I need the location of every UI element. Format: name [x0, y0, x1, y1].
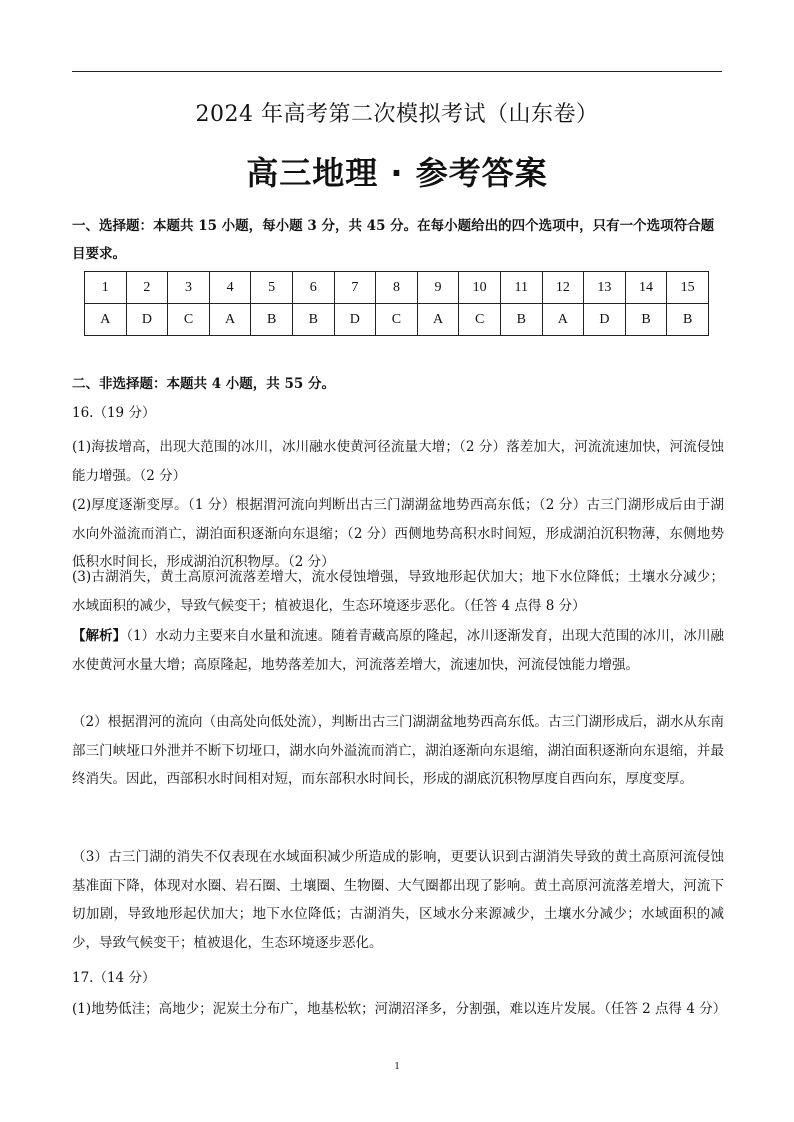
analysis-paragraph-1: [72, 622, 724, 679]
analysis-paragraph-2: （2）根据渭河的流向（由高处向低处流），判断出古三门湖湖盆地势西高东低。古三门湖形成后，湖水从东南部三门峡垭口外泄并不断下切垭口，湖水向外溢流而消亡，湖泊逐渐向东退缩，湖泊面积逐渐向东退缩，并最终消失。因此，西部积水时间相对短，而东部积水时间长，形成的湖底沉积物厚度自西向东，厚度变厚。: [72, 714, 724, 788]
section2-heading: 二、非选择题：本题共 4 小题，共 55 分。: [72, 376, 335, 392]
question-number: 8: [376, 272, 418, 304]
answer-cell: A: [85, 304, 127, 336]
answer-cell: D: [584, 304, 626, 336]
analysis-paragraph-3: （3）古三门湖的消失不仅表现在水域面积减少所造成的影响，更要认识到古湖消失导致的黄土高原河流侵蚀基准面下降，体现对水圈、岩石圈、土壤圈、生物圈、大气圈都出现了影响。黄土高原河流落差增大，河流下切加剧，导致地形起伏加大；地下水位降低；古湖消失，区域水分来源减少，土壤水分减少；水域面积的减少，导致气候变干；植被退化，生态环境逐步恶化。: [72, 849, 724, 951]
question-number: 15: [667, 272, 709, 304]
question-number: 9: [417, 272, 459, 304]
page-number: 1: [394, 1060, 400, 1072]
exam-title: 2024 年高考第二次模拟考试（山东卷）: [195, 102, 599, 127]
question-number: 2: [126, 272, 168, 304]
question-number: 12: [542, 272, 584, 304]
q16-answer-3: (3)古湖消失，黄土高原河流落差增大，流水侵蚀增强，导致地形起伏加大；地下水位降低；土壤水分减少；水域面积的减少，导致气候变干；植被退化，生态环境逐步恶化。（任答 4 点得 8 分）: [72, 569, 724, 614]
question-16-label: 16.（19 分）: [72, 405, 156, 421]
section1-heading: [72, 212, 728, 268]
section1-heading-line1: 一、选择题：本题共 15 小题，每小题 3 分，共 45 分。在每小题给出的四个选项中，只有一个选项符合题: [72, 218, 715, 234]
question-number: 7: [334, 272, 376, 304]
answer-cell: A: [542, 304, 584, 336]
answer-cell: B: [667, 304, 709, 336]
answer-cell: A: [209, 304, 251, 336]
answer-cell: B: [292, 304, 334, 336]
analysis-text-1: （1）水动力主要来自水量和流速。随着青藏高原的隆起，冰川逐渐发育，出现大范围的冰川，冰川融水使黄河水量大增；高原隆起，地势落差加大，河流落差增大，流速加快，河流侵蚀能力增强。: [72, 628, 725, 673]
q16-answer-1: (1)海拔增高，出现大范围的冰川，冰川融水使黄河径流量大增；（2 分）落差加大，河流流速加快，河流侵蚀能力增强。（2 分）: [72, 439, 724, 484]
answer-cell: D: [126, 304, 168, 336]
question-number: 4: [209, 272, 251, 304]
answer-cell: D: [334, 304, 376, 336]
page-title: 高三地理 · 参考答案: [246, 154, 548, 192]
analysis-label: 【解析】: [72, 628, 127, 644]
question-17-label: 17.（14 分）: [72, 970, 156, 986]
answer-cell: B: [500, 304, 542, 336]
answer-row: [85, 304, 709, 336]
answer-cell: C: [376, 304, 418, 336]
top-rule: [72, 71, 722, 72]
question-number: 13: [584, 272, 626, 304]
question-number: 1: [85, 272, 127, 304]
question-number: 3: [168, 272, 210, 304]
answer-table: [84, 271, 709, 336]
answer-cell: B: [625, 304, 667, 336]
question-number: 5: [251, 272, 293, 304]
q16-answer-2: (2)厚度逐渐变厚。（1 分）根据渭河流向判断出古三门湖湖盆地势西高东低；（2 分）古三门湖形成后由于湖水向外溢流而消亡，湖泊面积逐渐向东退缩；（2 分）西侧地势高积水时间短，形成湖泊沉积物薄，东侧地势低积水时间长，形成湖泊沉积物厚。（2 分）: [72, 497, 724, 571]
answer-cell: B: [251, 304, 293, 336]
answer-cell: A: [417, 304, 459, 336]
question-number-row: [85, 272, 709, 304]
question-number: 14: [625, 272, 667, 304]
question-number: 11: [500, 272, 542, 304]
section1-heading-line2: 目要求。: [72, 246, 126, 262]
answer-cell: C: [459, 304, 501, 336]
question-number: 6: [292, 272, 334, 304]
q17-answer-1: (1)地势低洼；高地少；泥炭土分布广，地基松软；河湖沼泽多，分割强，难以连片发展。（任答 2 点得 4 分）: [72, 1001, 727, 1017]
question-number: 10: [459, 272, 501, 304]
answer-cell: C: [168, 304, 210, 336]
